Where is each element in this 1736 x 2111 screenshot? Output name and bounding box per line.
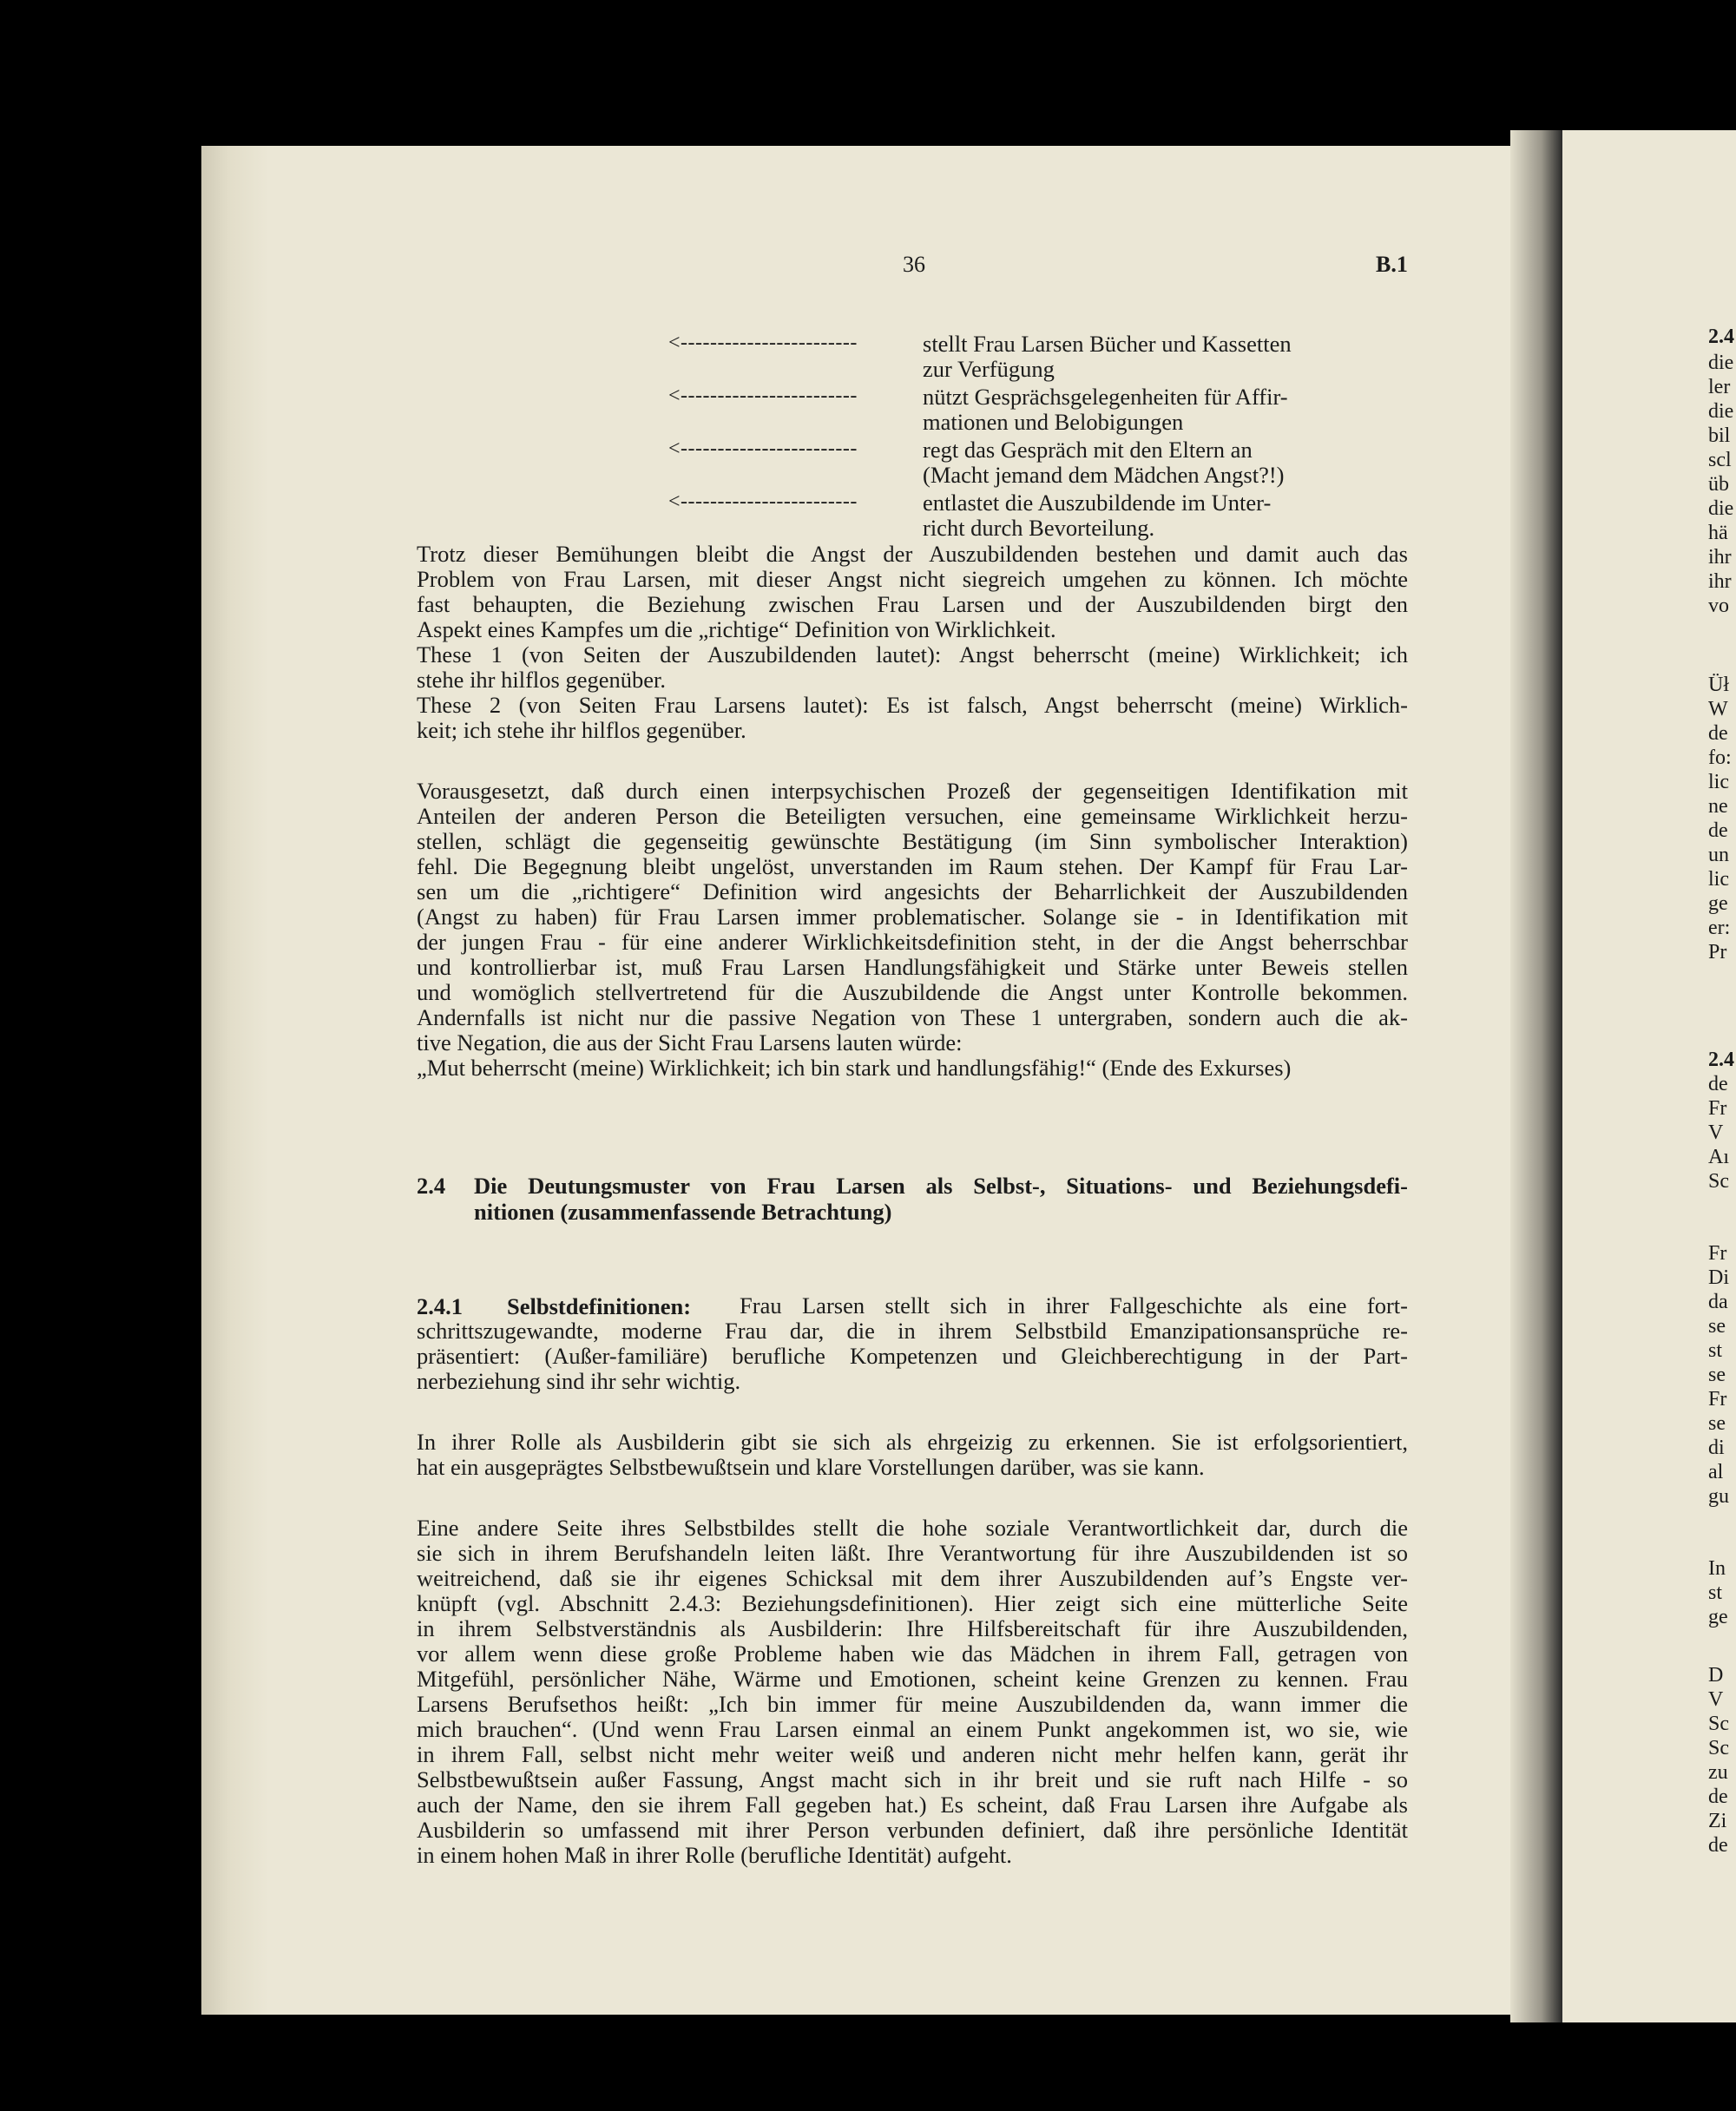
right-page-text-fragment: scl (1708, 449, 1732, 471)
body-line: Larsens Berufsethos heißt: „Ich bin immer für meine Auszubildenden da, wann immer die (417, 1691, 1408, 1717)
body-line: Andernfalls ist nicht nur die passive Negation von These 1 untergraben, sondern auch die ak- (417, 1004, 1408, 1030)
arrow-marker: <------------------------ (668, 385, 858, 407)
right-page-text-fragment: D (1708, 1664, 1724, 1687)
body-line: stellen, schlägt die gegenseitig gewünschte Bestätigung (im Sinn symbolischer Interaktion) (417, 828, 1408, 854)
body-line: der jungen Frau - für eine anderer Wirklichkeitsdefinition steht, in der die Angst beherrschbar (417, 929, 1408, 955)
right-page-text-fragment: se (1708, 1315, 1726, 1338)
right-page-text-fragment: un (1708, 844, 1729, 866)
body-line: tive Negation, die aus der Sicht Frau Larsens lauten würde: (417, 1029, 963, 1056)
right-page-text-fragment: die (1708, 497, 1734, 520)
right-page-text-fragment: Üł (1708, 674, 1729, 696)
body-line: präsentiert: (Außer-familiäre) berufliche Kompetenzen und Gleichberechtigung in der Part- (417, 1343, 1408, 1369)
section-title: Die Deutungsmuster von Frau Larsen als Selbst-, Situations- und Beziehungsdefi- (474, 1173, 1408, 1199)
body-line: vor allem wenn diese große Probleme haben wie das Mädchen in ihrem Fall, getragen von (417, 1641, 1408, 1667)
body-line: und womöglich stellvertretend für die Auszubildende die Angst unter Kontrolle bekommen. (417, 979, 1408, 1005)
page-edge-shading (201, 146, 269, 2015)
right-page-text-fragment: bil (1708, 424, 1731, 447)
right-page-text-fragment: 2.4 (1708, 1049, 1734, 1071)
right-page-text-fragment: ihr (1708, 570, 1732, 593)
body-line: nerbeziehung sind ihr sehr wichtig. (417, 1368, 741, 1394)
body-line: Anteilen der anderen Person die Beteiligten versuchen, eine gemeinsame Wirklichkeit herzu- (417, 803, 1408, 829)
body-line: fehl. Die Begegnung bleibt ungelöst, unverstanden im Raum stehen. Der Kampf für Frau Lar- (417, 853, 1408, 879)
body-line: und kontrollierbar ist, muß Frau Larsen Handlungsfähigkeit und Stärke unter Beweis stellen (417, 954, 1408, 980)
right-page-text-fragment: Pr (1708, 941, 1727, 963)
right-page-text-fragment: di (1708, 1437, 1725, 1459)
body-line: schrittszugewandte, moderne Frau dar, die in ihrem Selbstbild Emanzipationsansprüche re- (417, 1318, 1408, 1344)
body-line: In ihrer Rolle als Ausbilderin gibt sie sich als ehrgeizig zu erkennen. Sie ist erfolgsorientiert, (417, 1429, 1408, 1455)
body-line: sen um die „richtigere“ Definition wird angesichts der Beharrlichkeit der Auszubildenden (417, 878, 1408, 904)
body-line: in einem hohen Maß in ihrer Rolle (berufliche Identität) aufgeht. (417, 1842, 1012, 1868)
right-page-text-fragment: Sc (1708, 1170, 1729, 1193)
body-line: Trotz dieser Bemühungen bleibt die Angst der Auszubildenden bestehen und damit auch das (417, 541, 1408, 567)
right-page-text-fragment: ne (1708, 795, 1728, 818)
body-line: Frau Larsen stellt sich in ihrer Fallgeschichte als eine fort- (740, 1292, 1408, 1319)
body-line: mich brauchen“. (Und wenn Frau Larsen einmal an einem Punkt angekommen ist, wo sie, wie (417, 1716, 1408, 1742)
arrow-marker: <------------------------ (668, 332, 858, 354)
right-page-text-fragment: se (1708, 1364, 1726, 1386)
body-line: These 1 (von Seiten der Auszubildenden lautet): Angst beherrscht (meine) Wirklichkeit; ich (417, 641, 1408, 667)
subsection-number: 2.4.1 (417, 1293, 463, 1319)
right-page-text-fragment: de (1708, 1073, 1728, 1095)
body-line: hat ein ausgeprägtes Selbstbewußtsein und klare Vorstellungen darüber, was sie kann. (417, 1454, 1205, 1480)
right-page-text-fragment: de (1708, 1834, 1728, 1857)
right-page-text-fragment: Zi (1708, 1810, 1727, 1832)
subsection-lead: Selbstdefinitionen: (507, 1293, 692, 1319)
right-page-text-fragment: vo (1708, 595, 1729, 617)
right-page-text-fragment: Fr (1708, 1388, 1727, 1411)
body-line: in ihrem Selbstverständnis als Ausbilderin: Ihre Hilfsbereitschaft für ihre Auszubildenden, (417, 1615, 1408, 1641)
body-line: knüpft (vgl. Abschnitt 2.4.3: Beziehungsdefinitionen). Hier zeigt sich eine mütterliche Seite (417, 1590, 1408, 1616)
body-line: „Mut beherrscht (meine) Wirklichkeit; ich bin stark und handlungsfähig!“ (Ende des Exkurses) (417, 1055, 1292, 1081)
right-page-text-fragment: In (1708, 1557, 1726, 1580)
book-gutter (1510, 130, 1562, 2022)
right-page-text-fragment: lic (1708, 771, 1729, 793)
right-page-text-fragment: Sc (1708, 1713, 1729, 1735)
right-page-text-fragment: 2.4 (1708, 326, 1734, 348)
list-item-line: zur Verfügung (923, 356, 1055, 382)
body-line: (Angst zu haben) für Frau Larsen immer problematischer. Solange sie - in Identifikation mit (417, 904, 1408, 930)
body-line: Selbstbewußtsein außer Fassung, Angst macht sich in ihr breit und sie ruft nach Hilfe - so (417, 1766, 1408, 1792)
right-page-text-fragment: fo: (1708, 746, 1732, 769)
list-item-line: (Macht jemand dem Mädchen Angst?!) (923, 462, 1285, 488)
right-page-text-fragment: üb (1708, 473, 1729, 496)
right-page-text-fragment: die (1708, 352, 1734, 374)
right-page-text-fragment: die (1708, 400, 1734, 423)
arrow-marker: <------------------------ (668, 437, 858, 460)
right-page-text-fragment: zu (1708, 1761, 1728, 1784)
list-item-line: stellt Frau Larsen Bücher und Kassetten (923, 331, 1292, 357)
right-page-text-fragment: de (1708, 1785, 1728, 1808)
body-line: auch der Name, den sie ihrem Fall gegeben hat.) Es scheint, daß Frau Larsen ihre Aufgabe als (417, 1792, 1408, 1818)
right-page-text-fragment: hä (1708, 522, 1728, 544)
list-item-line: richt durch Bevorteilung. (923, 515, 1155, 541)
list-item-line: nützt Gesprächsgelegenheiten für Affir- (923, 384, 1288, 410)
body-line: weitreichend, daß sie ihr eigenes Schicksal mit dem ihrer Auszubildenden auf’s Engste ver- (417, 1565, 1408, 1591)
body-line: Ausbilderin so umfassend mit ihrer Person verbunden definiert, daß ihre persönliche Identität (417, 1817, 1408, 1843)
body-line: sie sich in ihrem Berufshandeln leiten läßt. Ihre Verantwortung für ihre Auszubildenden ist so (417, 1540, 1408, 1566)
right-page-text-fragment: Aı (1708, 1146, 1729, 1168)
body-line: in ihrem Fall, selbst nicht mehr weiter weiß und anderen nicht mehr helfen kann, gerät ihr (417, 1741, 1408, 1767)
page-number: 36 (903, 252, 925, 277)
right-page-text-fragment: al (1708, 1461, 1724, 1483)
body-line: Problem von Frau Larsen, mit dieser Angst nicht siegreich umgehen zu können. Ich möchte (417, 566, 1408, 592)
right-page-text-fragment: Fr (1708, 1242, 1727, 1265)
right-page-text-fragment: Sc (1708, 1737, 1729, 1759)
section-title: nitionen (zusammenfassende Betrachtung) (474, 1199, 892, 1225)
right-page-text-fragment: de (1708, 722, 1728, 745)
right-page-text-fragment: st (1708, 1339, 1723, 1362)
right-page-text-fragment: ge (1708, 892, 1728, 915)
right-page-text-fragment: W (1708, 698, 1728, 720)
right-page-text-fragment: gu (1708, 1485, 1729, 1508)
right-page-text-fragment: Di (1708, 1266, 1729, 1289)
right-page-text-fragment: V (1708, 1688, 1724, 1711)
right-page-text-fragment: de (1708, 819, 1728, 842)
list-item-line: entlastet die Auszubildende im Unter- (923, 490, 1272, 516)
body-line: stehe ihr hilflos gegenüber. (417, 667, 667, 693)
right-page-text-fragment: ihr (1708, 546, 1732, 569)
right-page-text-fragment: Fr (1708, 1097, 1727, 1120)
section-number: 2.4 (417, 1173, 446, 1199)
list-item-line: regt das Gespräch mit den Eltern an (923, 437, 1253, 463)
arrow-marker: <------------------------ (668, 490, 858, 513)
right-page-text-fragment: lic (1708, 868, 1729, 891)
right-page-text-fragment: er: (1708, 917, 1731, 939)
body-line: Eine andere Seite ihres Selbstbildes stellt die hohe soziale Verantwortlichkeit dar, durch die (417, 1515, 1408, 1541)
body-line: keit; ich stehe ihr hilflos gegenüber. (417, 717, 746, 743)
right-page-text-fragment: se (1708, 1412, 1726, 1435)
body-line: Vorausgesetzt, daß durch einen interpsychischen Prozeß der gegenseitigen Identifikation mit (417, 778, 1408, 804)
section-tag: B.1 (1376, 252, 1408, 277)
right-page-text-fragment: V (1708, 1121, 1724, 1144)
right-page-text-fragment: da (1708, 1291, 1728, 1313)
body-line: Aspekt eines Kampfes um die „richtige“ Definition von Wirklichkeit. (417, 616, 1056, 642)
right-page-text-fragment: ler (1708, 376, 1731, 398)
right-page-text-fragment: st (1708, 1582, 1723, 1604)
list-item-line: mationen und Belobigungen (923, 409, 1184, 435)
right-page-text-fragment: ge (1708, 1606, 1728, 1628)
body-line: Mitgefühl, persönlicher Nähe, Wärme und Emotionen, scheint keine Grenzen zu kennen. Frau (417, 1666, 1408, 1692)
body-line: fast behaupten, die Beziehung zwischen Frau Larsen und der Auszubildenden birgt den (417, 591, 1408, 617)
body-line: These 2 (von Seiten Frau Larsens lautet): Es ist falsch, Angst beherrscht (meine) Wirklich- (417, 692, 1408, 718)
